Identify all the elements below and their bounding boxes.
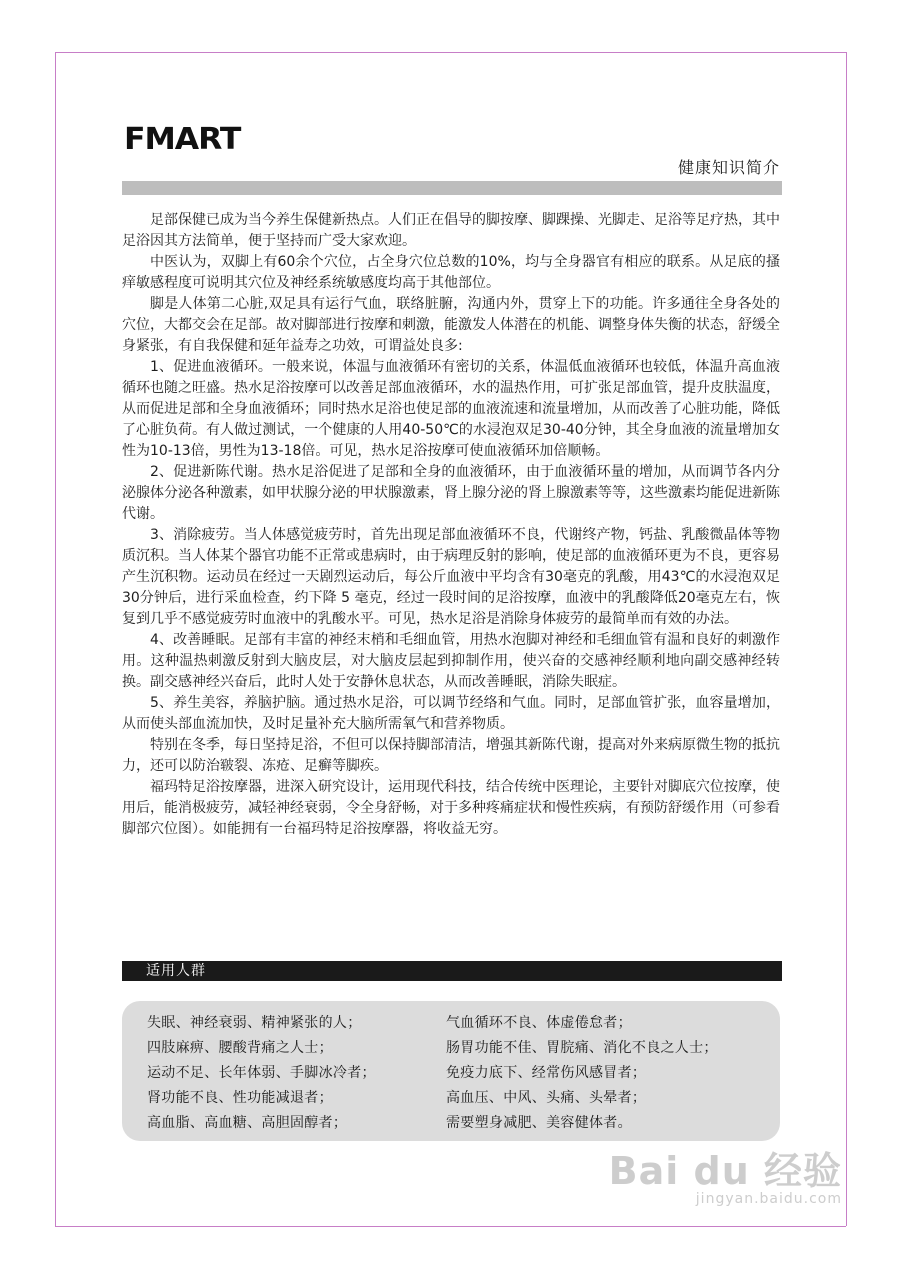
paragraph: 2、促进新陈代谢。热水足浴促进了足部和全身的血液循环，由于血液循环量的增加，从而调节各内分泌腺体分泌各种激素，如甲状腺分泌的甲状腺激素，肾上腺分泌的肾上腺激素等等，这些激素均能促进新陈代谢。 bbox=[122, 464, 780, 522]
audience-list-left bbox=[147, 1011, 376, 1136]
article-body bbox=[122, 210, 780, 840]
baidu-watermark bbox=[609, 1140, 842, 1207]
list-item: 肾功能不良、性功能减退者； bbox=[147, 1090, 333, 1106]
paragraph: 足部保健已成为当今养生保健新热点。人们正在倡导的脚按摩、脚踝操、光脚走、足浴等足疗热，其中足浴因其方法简单，便于坚持而广受大家欢迎。 bbox=[122, 212, 780, 249]
trim-line-bottom bbox=[55, 1226, 846, 1227]
paragraph: 1、促进血液循环。一般来说，体温与血液循环有密切的关系，体温低血液循环也较低，体温升高血液循环也随之旺盛。热水足浴按摩可以改善足部血液循环，水的温热作用，可扩张足部血管，提升皮肤温度，从而促进足部和全身血液循环；同时热水足浴也使足部的血液流速和流量增加，从而改善了心脏功能，降低了心脏负荷。有人做过测试，一个健康的人用40-50℃的水浸泡双足30-40分钟，其全身血液的流量增加女性为10-13倍，男性为13-18倍。可见，热水足浴按摩可使血液循环加倍顺畅。 bbox=[122, 359, 780, 459]
paragraph: 脚是人体第二心脏,双足具有运行气血，联络脏腑，沟通内外，贯穿上下的功能。许多通往全身各处的穴位，大都交会在足部。故对脚部进行按摩和刺激，能激发人体潜在的机能、调整身体失衡的状态，舒缓全身紧张，有自我保健和延年益寿之功效，可谓益处良多: bbox=[122, 296, 780, 354]
list-item: 气血循环不良、体虚倦怠者； bbox=[446, 1015, 632, 1031]
list-item: 高血压、中风、头痛、头晕者； bbox=[446, 1090, 647, 1106]
trim-line-top bbox=[55, 52, 846, 53]
list-item: 运动不足、长年体弱、手脚冰冷者； bbox=[147, 1065, 376, 1081]
page-title: 健康知识简介 bbox=[677, 158, 780, 177]
trim-line-right bbox=[846, 52, 847, 1226]
audience-section-title: 适用人群 bbox=[146, 963, 206, 979]
watermark-logo: Bai du 经验 bbox=[608, 1149, 842, 1193]
list-item: 免疫力底下、经常伤风感冒者； bbox=[446, 1065, 647, 1081]
brand-logo: FMART bbox=[124, 122, 241, 157]
paragraph: 特别在冬季，每日坚持足浴，不但可以保持脚部清洁，增强其新陈代谢，提高对外来病原微生物的抵抗力，还可以防治皲裂、冻疮、足癣等脚疾。 bbox=[122, 737, 780, 774]
list-item: 四肢麻痹、腰酸背痛之人士； bbox=[147, 1040, 333, 1056]
list-item: 高血脂、高血糖、高胆固醇者； bbox=[147, 1115, 348, 1131]
audience-section-header bbox=[122, 961, 782, 981]
paragraph: 福玛特足浴按摩器，进深入研究设计，运用现代科技，结合传统中医理论，主要针对脚底穴位按摩，使用后，能消极疲劳，减轻神经衰弱，令全身舒畅，对于多种疼痛症状和慢性疾病，有预防舒缓作用（可参看脚部穴位图）。如能拥有一台福玛特足浴按摩器，将收益无穷。 bbox=[122, 779, 780, 837]
trim-line-left bbox=[55, 52, 56, 1226]
header-divider-bar bbox=[122, 181, 782, 195]
paragraph: 3、消除疲劳。当人体感觉疲劳时，首先出现足部血液循环不良，代谢终产物，钙盐、乳酸微晶体等物质沉积。当人体某个器官功能不正常或患病时，由于病理反射的影响，使足部的血液循环更为不良，更容易产生沉积物。运动员在经过一天剧烈运动后，每公斤血液中平均含有30毫克的乳酸，用43℃的水浸泡双足30分钟后，进行采血检查，约下降 5 毫克，经过一段时间的足浴按摩，血液中的乳酸降低20毫克左右，恢复到几乎不感觉疲劳时血液中的乳酸水平。可见，热水足浴是消除身体疲劳的最简单而有效的办法。 bbox=[122, 527, 780, 627]
audience-list-right bbox=[446, 1011, 718, 1136]
list-item: 失眠、神经衰弱、精神紧张的人； bbox=[147, 1015, 362, 1031]
list-item: 需要塑身减肥、美容健体者。 bbox=[446, 1115, 632, 1131]
paragraph: 5、养生美容，养脑护脑。通过热水足浴，可以调节经络和气血。同时，足部血管扩张，血容量增加，从而使头部血流加快，及时足量补充大脑所需氧气和营养物质。 bbox=[122, 695, 780, 732]
list-item: 肠胃功能不佳、胃脘痛、消化不良之人士； bbox=[446, 1040, 718, 1056]
paragraph: 4、改善睡眠。足部有丰富的神经末梢和毛细血管，用热水泡脚对神经和毛细血管有温和良好的刺激作用。这种温热刺激反射到大脑皮层，对大脑皮层起到抑制作用，使兴奋的交感神经顺利地向副交感神经转换。副交感神经兴奋后，此时人处于安静休息状态，从而改善睡眠，消除失眠症。 bbox=[122, 632, 780, 690]
watermark-url: jingyan.baidu.com bbox=[695, 1191, 842, 1207]
paragraph: 中医认为，双脚上有60余个穴位，占全身穴位总数的10%，均与全身器官有相应的联系。从足底的搔痒敏感程度可说明其穴位及神经系统敏感度均高于其他部位。 bbox=[122, 254, 780, 291]
